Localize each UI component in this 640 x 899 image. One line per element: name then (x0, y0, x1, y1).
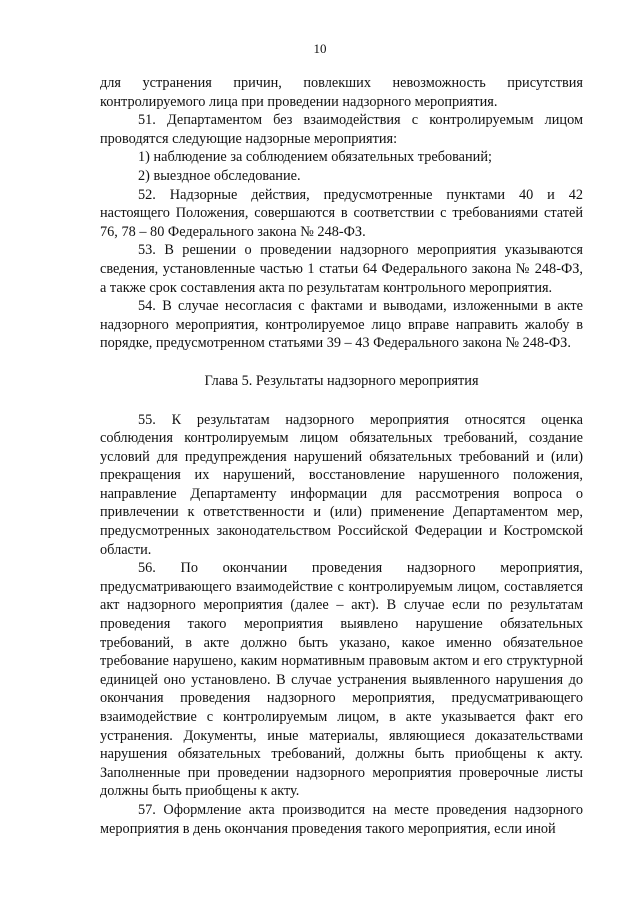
paragraph-continued: для устранения причин, повлекших невозможность присутствия контролируемого лица при проведении надзорного мероприятия. (100, 75, 583, 110)
paragraph-57: 57. Оформление акта производится на месте проведения надзорного мероприятия в день окончания проведения такого мероприятия, если иной (100, 801, 583, 837)
paragraph-51-item-2: 2) выездное обследование. (138, 167, 301, 184)
paragraph-54: 54. В случае несогласия с фактами и выводами, изложенными в акте надзорного мероприятия, контролируемое лицо вправе направить жалобу в порядке, предусмотренном статьями 39 – 43 Федерального закона № 248-ФЗ. (100, 298, 583, 352)
paragraph-52: 52. Надзорные действия, предусмотренные пунктами 40 и 42 настоящего Положения, совершаются в соответствии с требованиями статей 76, 78 – 80 Федерального закона № 248-ФЗ. (100, 186, 583, 240)
paragraph-53: 53. В решении о проведении надзорного мероприятия указываются сведения, установленные частью 1 статьи 64 Федерального закона № 248-ФЗ, а также срок составления акта по результатам контрольного мероприятия. (100, 242, 583, 296)
paragraph-51-item-1: 1) наблюдение за соблюдением обязательных требований; (138, 149, 492, 166)
page-number: 10 (313, 41, 327, 56)
chapter-title: Глава 5. Результаты надзорного мероприятия (204, 372, 479, 389)
paragraph-55: 55. К результатам надзорного мероприятия относятся оценка соблюдения контролируемым лицом обязательных требований, создание условий для предупреждения нарушений обязательных требований и (или) прекращения их нарушений, восстановление нарушенного положения, направление Департаменту информации для рассмотрения вопроса о привлечении к ответственности и (или) применение Департаментом мер, предусмотренных законодательством Российской Федерации и Костромской области. (100, 411, 583, 558)
document-body (100, 74, 583, 838)
paragraph-51: 51. Департаментом без взаимодействия с контролируемым лицом проводятся следующие надзорные мероприятия: (100, 112, 583, 147)
paragraph-56: 56. По окончании проведения надзорного мероприятия, предусматривающего взаимодействие с контролируемым лицом, составляется акт надзорного мероприятия (далее – акт). В случае если по результатам проведения такого мероприятия выявлено нарушение обязательных требований, в акте должно быть указано, какое именно обязательное требование нарушено, каким нормативным правовым актом и его структурной единицей оно установлено. В случае устранения выявленного нарушения до окончания проведения надзорного мероприятия, предусматривающего взаимодействие с контролируемым лицом, в акте указывается факт его устранения. Документы, иные материалы, являющиеся доказательствами нарушения обязательных требований, должны быть приобщены к акту. Заполненные при проведении надзорного мероприятия проверочные листы должны быть приобщены к акту. (100, 560, 583, 800)
